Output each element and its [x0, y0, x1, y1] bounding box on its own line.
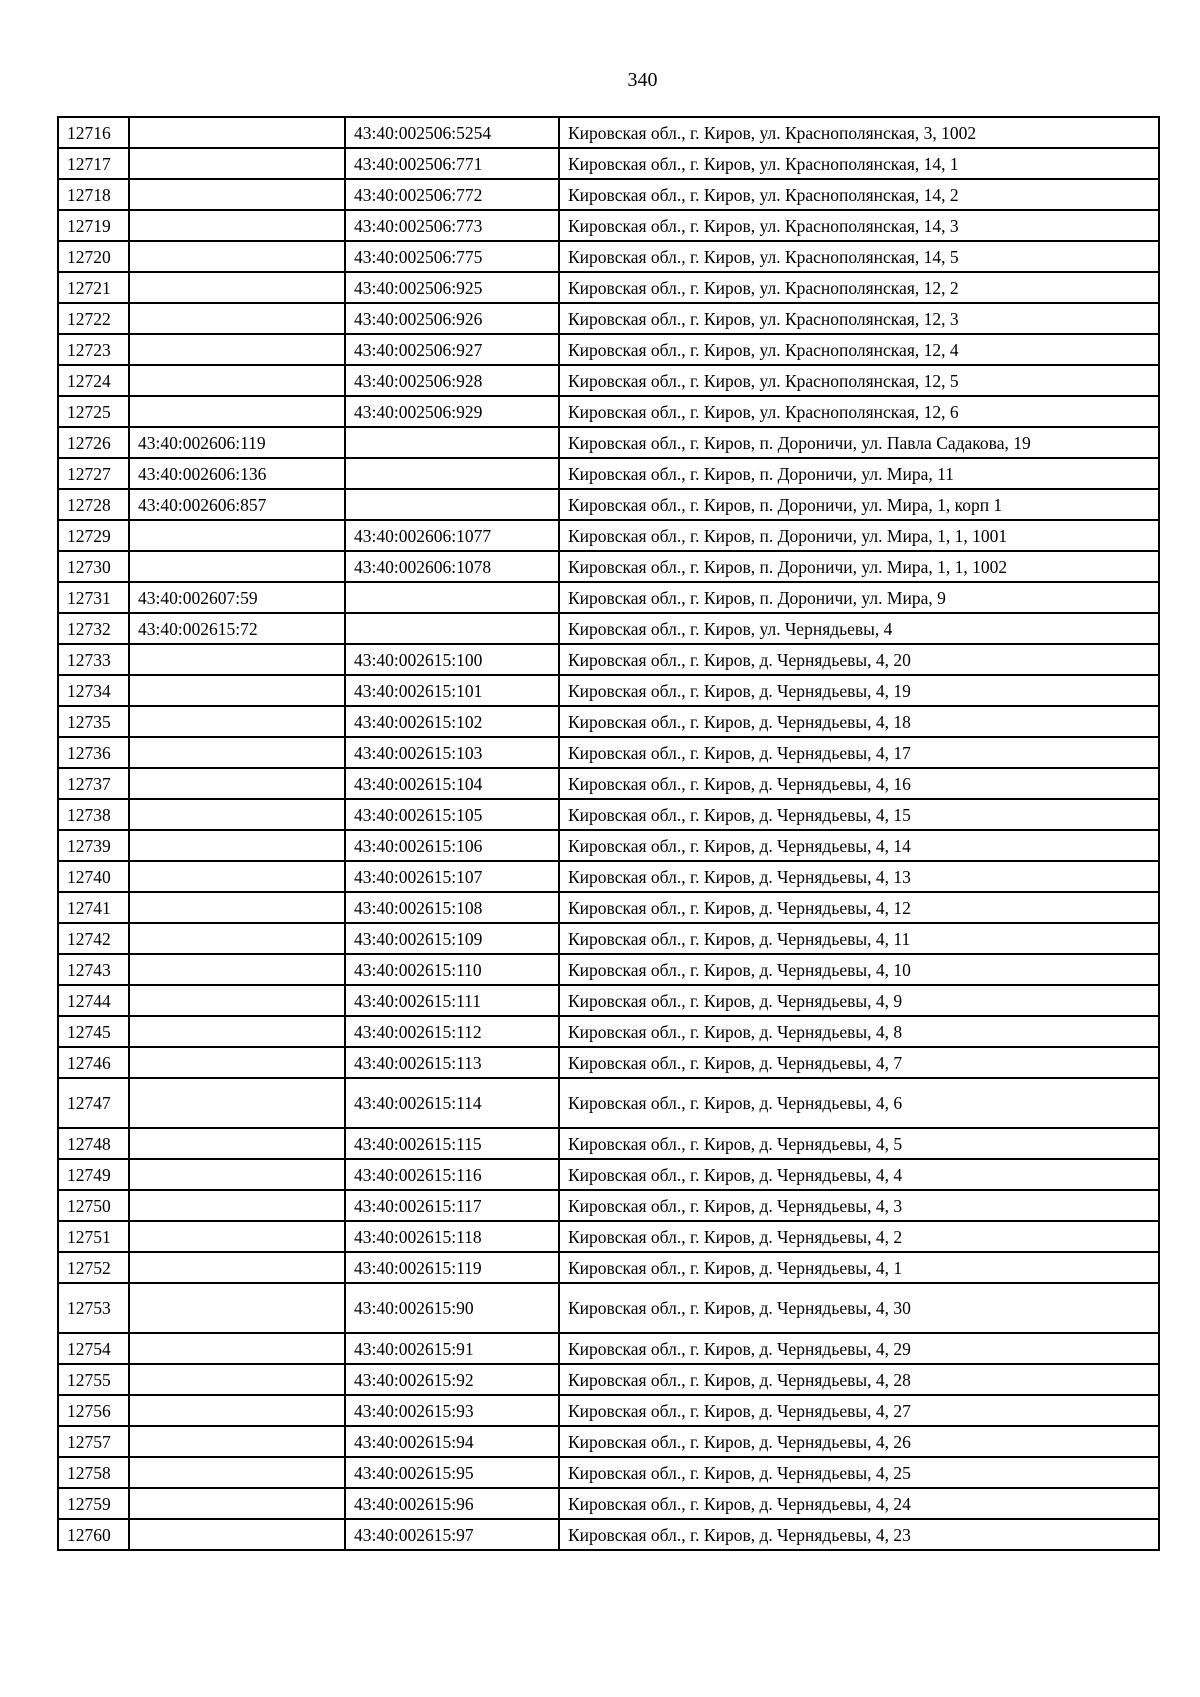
address-cell: Кировская обл., г. Киров, д. Чернядьевы, 4, 29 — [559, 1333, 1159, 1364]
row-number-cell: 12739 — [58, 830, 129, 861]
land-cadastral-number-cell — [129, 1519, 345, 1550]
land-cadastral-number-cell — [129, 117, 345, 148]
address-cell: Кировская обл., г. Киров, д. Чернядьевы, 4, 20 — [559, 644, 1159, 675]
building-cadastral-number-cell: 43:40:002506:928 — [345, 365, 559, 396]
address-cell: Кировская обл., г. Киров, д. Чернядьевы, 4, 19 — [559, 675, 1159, 706]
row-number-cell: 12729 — [58, 520, 129, 551]
table-row — [58, 1519, 1159, 1550]
table-row — [58, 179, 1159, 210]
building-cadastral-number-cell: 43:40:002506:926 — [345, 303, 559, 334]
building-cadastral-number-cell — [345, 582, 559, 613]
row-number-cell: 12734 — [58, 675, 129, 706]
land-cadastral-number-cell — [129, 954, 345, 985]
building-cadastral-number-cell — [345, 489, 559, 520]
land-cadastral-number-cell — [129, 210, 345, 241]
land-cadastral-number-cell — [129, 1221, 345, 1252]
row-number-cell: 12733 — [58, 644, 129, 675]
table-row — [58, 582, 1159, 613]
address-cell: Кировская обл., г. Киров, д. Чернядьевы, 4, 15 — [559, 799, 1159, 830]
table-row — [58, 1395, 1159, 1426]
address-cell: Кировская обл., г. Киров, п. Дороничи, ул. Павла Садакова, 19 — [559, 427, 1159, 458]
address-cell: Кировская обл., г. Киров, ул. Краснополянская, 14, 5 — [559, 241, 1159, 272]
row-number-cell: 12759 — [58, 1488, 129, 1519]
building-cadastral-number-cell: 43:40:002615:106 — [345, 830, 559, 861]
building-cadastral-number-cell — [345, 458, 559, 489]
address-cell: Кировская обл., г. Киров, д. Чернядьевы, 4, 8 — [559, 1016, 1159, 1047]
address-cell: Кировская обл., г. Киров, д. Чернядьевы, 4, 23 — [559, 1519, 1159, 1550]
row-number-cell: 12742 — [58, 923, 129, 954]
table-row — [58, 1457, 1159, 1488]
table-row — [58, 303, 1159, 334]
address-cell: Кировская обл., г. Киров, ул. Краснополянская, 3, 1002 — [559, 117, 1159, 148]
land-cadastral-number-cell — [129, 1457, 345, 1488]
land-cadastral-number-cell — [129, 1128, 345, 1159]
land-cadastral-number-cell — [129, 1252, 345, 1283]
row-number-cell: 12717 — [58, 148, 129, 179]
building-cadastral-number-cell: 43:40:002615:92 — [345, 1364, 559, 1395]
land-cadastral-number-cell — [129, 923, 345, 954]
building-cadastral-number-cell — [345, 427, 559, 458]
building-cadastral-number-cell: 43:40:002615:91 — [345, 1333, 559, 1364]
address-cell: Кировская обл., г. Киров, д. Чернядьевы, 4, 16 — [559, 768, 1159, 799]
building-cadastral-number-cell: 43:40:002615:110 — [345, 954, 559, 985]
building-cadastral-number-cell: 43:40:002615:107 — [345, 861, 559, 892]
building-cadastral-number-cell: 43:40:002615:118 — [345, 1221, 559, 1252]
table-row — [58, 1016, 1159, 1047]
row-number-cell: 12738 — [58, 799, 129, 830]
land-cadastral-number-cell — [129, 365, 345, 396]
row-number-cell: 12724 — [58, 365, 129, 396]
building-cadastral-number-cell: 43:40:002615:117 — [345, 1190, 559, 1221]
building-cadastral-number-cell: 43:40:002615:105 — [345, 799, 559, 830]
row-number-cell: 12756 — [58, 1395, 129, 1426]
address-cell: Кировская обл., г. Киров, д. Чернядьевы, 4, 9 — [559, 985, 1159, 1016]
address-cell: Кировская обл., г. Киров, ул. Краснополянская, 12, 5 — [559, 365, 1159, 396]
row-number-cell: 12750 — [58, 1190, 129, 1221]
row-number-cell: 12721 — [58, 272, 129, 303]
building-cadastral-number-cell: 43:40:002615:114 — [345, 1078, 559, 1128]
row-number-cell: 12730 — [58, 551, 129, 582]
table-row — [58, 458, 1159, 489]
building-cadastral-number-cell: 43:40:002615:109 — [345, 923, 559, 954]
table-row — [58, 489, 1159, 520]
address-cell: Кировская обл., г. Киров, д. Чернядьевы, 4, 25 — [559, 1457, 1159, 1488]
land-cadastral-number-cell — [129, 148, 345, 179]
table-row — [58, 613, 1159, 644]
address-cell: Кировская обл., г. Киров, д. Чернядьевы, 4, 10 — [559, 954, 1159, 985]
land-cadastral-number-cell — [129, 179, 345, 210]
row-number-cell: 12728 — [58, 489, 129, 520]
row-number-cell: 12720 — [58, 241, 129, 272]
table-row — [58, 923, 1159, 954]
table-row — [58, 985, 1159, 1016]
table-row — [58, 1364, 1159, 1395]
building-cadastral-number-cell: 43:40:002506:773 — [345, 210, 559, 241]
address-cell: Кировская обл., г. Киров, д. Чернядьевы, 4, 7 — [559, 1047, 1159, 1078]
address-cell: Кировская обл., г. Киров, ул. Чернядьевы, 4 — [559, 613, 1159, 644]
table-row — [58, 365, 1159, 396]
table-row — [58, 830, 1159, 861]
address-cell: Кировская обл., г. Киров, д. Чернядьевы, 4, 1 — [559, 1252, 1159, 1283]
table-row — [58, 644, 1159, 675]
land-cadastral-number-cell — [129, 551, 345, 582]
land-cadastral-number-cell — [129, 799, 345, 830]
table-row — [58, 737, 1159, 768]
table-row — [58, 1190, 1159, 1221]
row-number-cell: 12732 — [58, 613, 129, 644]
table-row — [58, 892, 1159, 923]
land-cadastral-number-cell — [129, 396, 345, 427]
row-number-cell: 12746 — [58, 1047, 129, 1078]
land-cadastral-number-cell — [129, 1190, 345, 1221]
row-number-cell: 12748 — [58, 1128, 129, 1159]
building-cadastral-number-cell: 43:40:002615:100 — [345, 644, 559, 675]
table-row — [58, 1128, 1159, 1159]
land-cadastral-number-cell — [129, 768, 345, 799]
address-cell: Кировская обл., г. Киров, д. Чернядьевы, 4, 13 — [559, 861, 1159, 892]
page-number: 340 — [627, 69, 658, 91]
building-cadastral-number-cell: 43:40:002615:93 — [345, 1395, 559, 1426]
row-number-cell: 12731 — [58, 582, 129, 613]
building-cadastral-number-cell: 43:40:002615:111 — [345, 985, 559, 1016]
row-number-cell: 12722 — [58, 303, 129, 334]
building-cadastral-number-cell: 43:40:002506:5254 — [345, 117, 559, 148]
address-cell: Кировская обл., г. Киров, д. Чернядьевы, 4, 27 — [559, 1395, 1159, 1426]
land-cadastral-number-cell — [129, 1078, 345, 1128]
row-number-cell: 12753 — [58, 1283, 129, 1333]
building-cadastral-number-cell: 43:40:002615:112 — [345, 1016, 559, 1047]
row-number-cell: 12740 — [58, 861, 129, 892]
row-number-cell: 12737 — [58, 768, 129, 799]
building-cadastral-number-cell: 43:40:002615:104 — [345, 768, 559, 799]
address-cell: Кировская обл., г. Киров, ул. Краснополянская, 12, 2 — [559, 272, 1159, 303]
row-number-cell: 12719 — [58, 210, 129, 241]
address-cell: Кировская обл., г. Киров, п. Дороничи, ул. Мира, 1, 1, 1001 — [559, 520, 1159, 551]
land-cadastral-number-cell — [129, 241, 345, 272]
address-cell: Кировская обл., г. Киров, д. Чернядьевы, 4, 2 — [559, 1221, 1159, 1252]
address-cell: Кировская обл., г. Киров, д. Чернядьевы, 4, 26 — [559, 1426, 1159, 1457]
building-cadastral-number-cell: 43:40:002615:90 — [345, 1283, 559, 1333]
land-cadastral-number-cell — [129, 892, 345, 923]
land-cadastral-number-cell — [129, 1016, 345, 1047]
table-row — [58, 799, 1159, 830]
row-number-cell: 12758 — [58, 1457, 129, 1488]
land-cadastral-number-cell: 43:40:002606:136 — [129, 458, 345, 489]
address-cell: Кировская обл., г. Киров, д. Чернядьевы, 4, 11 — [559, 923, 1159, 954]
building-cadastral-number-cell: 43:40:002506:929 — [345, 396, 559, 427]
row-number-cell: 12723 — [58, 334, 129, 365]
table-row — [58, 427, 1159, 458]
table-row — [58, 551, 1159, 582]
row-number-cell: 12744 — [58, 985, 129, 1016]
address-cell: Кировская обл., г. Киров, д. Чернядьевы, 4, 30 — [559, 1283, 1159, 1333]
row-number-cell: 12736 — [58, 737, 129, 768]
land-cadastral-number-cell — [129, 334, 345, 365]
table-row — [58, 768, 1159, 799]
land-cadastral-number-cell: 43:40:002607:59 — [129, 582, 345, 613]
table-row — [58, 520, 1159, 551]
address-cell: Кировская обл., г. Киров, д. Чернядьевы, 4, 4 — [559, 1159, 1159, 1190]
land-cadastral-number-cell — [129, 1395, 345, 1426]
row-number-cell: 12752 — [58, 1252, 129, 1283]
address-cell: Кировская обл., г. Киров, д. Чернядьевы, 4, 17 — [559, 737, 1159, 768]
row-number-cell: 12760 — [58, 1519, 129, 1550]
land-cadastral-number-cell: 43:40:002606:119 — [129, 427, 345, 458]
building-cadastral-number-cell: 43:40:002615:97 — [345, 1519, 559, 1550]
table-row — [58, 1078, 1159, 1128]
address-cell: Кировская обл., г. Киров, д. Чернядьевы, 4, 28 — [559, 1364, 1159, 1395]
table-row — [58, 954, 1159, 985]
row-number-cell: 12716 — [58, 117, 129, 148]
land-cadastral-number-cell — [129, 644, 345, 675]
building-cadastral-number-cell — [345, 613, 559, 644]
building-cadastral-number-cell: 43:40:002615:96 — [345, 1488, 559, 1519]
land-cadastral-number-cell — [129, 706, 345, 737]
address-cell: Кировская обл., г. Киров, ул. Краснополянская, 14, 2 — [559, 179, 1159, 210]
row-number-cell: 12735 — [58, 706, 129, 737]
table-row — [58, 117, 1159, 148]
address-cell: Кировская обл., г. Киров, п. Дороничи, ул. Мира, 1, 1, 1002 — [559, 551, 1159, 582]
address-cell: Кировская обл., г. Киров, д. Чернядьевы, 4, 12 — [559, 892, 1159, 923]
address-cell: Кировская обл., г. Киров, д. Чернядьевы, 4, 14 — [559, 830, 1159, 861]
building-cadastral-number-cell: 43:40:002506:925 — [345, 272, 559, 303]
table-row — [58, 1159, 1159, 1190]
table-row — [58, 334, 1159, 365]
building-cadastral-number-cell: 43:40:002506:927 — [345, 334, 559, 365]
address-cell: Кировская обл., г. Киров, д. Чернядьевы, 4, 18 — [559, 706, 1159, 737]
land-cadastral-number-cell: 43:40:002606:857 — [129, 489, 345, 520]
building-cadastral-number-cell: 43:40:002615:113 — [345, 1047, 559, 1078]
building-cadastral-number-cell: 43:40:002615:94 — [345, 1426, 559, 1457]
registry-table — [57, 116, 1160, 1551]
land-cadastral-number-cell — [129, 1283, 345, 1333]
land-cadastral-number-cell: 43:40:002615:72 — [129, 613, 345, 644]
row-number-cell: 12747 — [58, 1078, 129, 1128]
address-cell: Кировская обл., г. Киров, ул. Краснополянская, 12, 4 — [559, 334, 1159, 365]
building-cadastral-number-cell: 43:40:002615:101 — [345, 675, 559, 706]
row-number-cell: 12727 — [58, 458, 129, 489]
row-number-cell: 12754 — [58, 1333, 129, 1364]
address-cell: Кировская обл., г. Киров, д. Чернядьевы, 4, 5 — [559, 1128, 1159, 1159]
table-row — [58, 396, 1159, 427]
table-row — [58, 675, 1159, 706]
table-row — [58, 272, 1159, 303]
land-cadastral-number-cell — [129, 1159, 345, 1190]
table-row — [58, 861, 1159, 892]
table-row — [58, 241, 1159, 272]
address-cell: Кировская обл., г. Киров, д. Чернядьевы, 4, 24 — [559, 1488, 1159, 1519]
building-cadastral-number-cell: 43:40:002606:1078 — [345, 551, 559, 582]
table-row — [58, 1333, 1159, 1364]
table-row — [58, 1283, 1159, 1333]
land-cadastral-number-cell — [129, 272, 345, 303]
row-number-cell: 12725 — [58, 396, 129, 427]
building-cadastral-number-cell: 43:40:002615:95 — [345, 1457, 559, 1488]
row-number-cell: 12743 — [58, 954, 129, 985]
address-cell: Кировская обл., г. Киров, д. Чернядьевы, 4, 3 — [559, 1190, 1159, 1221]
building-cadastral-number-cell: 43:40:002615:103 — [345, 737, 559, 768]
building-cadastral-number-cell: 43:40:002506:775 — [345, 241, 559, 272]
building-cadastral-number-cell: 43:40:002615:115 — [345, 1128, 559, 1159]
land-cadastral-number-cell — [129, 1364, 345, 1395]
address-cell: Кировская обл., г. Киров, п. Дороничи, ул. Мира, 11 — [559, 458, 1159, 489]
land-cadastral-number-cell — [129, 985, 345, 1016]
table-row — [58, 1426, 1159, 1457]
building-cadastral-number-cell: 43:40:002506:772 — [345, 179, 559, 210]
address-cell: Кировская обл., г. Киров, д. Чернядьевы, 4, 6 — [559, 1078, 1159, 1128]
building-cadastral-number-cell: 43:40:002506:771 — [345, 148, 559, 179]
address-cell: Кировская обл., г. Киров, ул. Краснополянская, 12, 6 — [559, 396, 1159, 427]
address-cell: Кировская обл., г. Киров, ул. Краснополянская, 14, 1 — [559, 148, 1159, 179]
row-number-cell: 12755 — [58, 1364, 129, 1395]
table-row — [58, 706, 1159, 737]
row-number-cell: 12718 — [58, 179, 129, 210]
land-cadastral-number-cell — [129, 1426, 345, 1457]
land-cadastral-number-cell — [129, 861, 345, 892]
land-cadastral-number-cell — [129, 830, 345, 861]
table-row — [58, 1047, 1159, 1078]
row-number-cell: 12751 — [58, 1221, 129, 1252]
address-cell: Кировская обл., г. Киров, п. Дороничи, ул. Мира, 9 — [559, 582, 1159, 613]
registry-table-body — [58, 117, 1159, 1550]
land-cadastral-number-cell — [129, 1488, 345, 1519]
table-row — [58, 1252, 1159, 1283]
table-row — [58, 1488, 1159, 1519]
building-cadastral-number-cell: 43:40:002615:102 — [345, 706, 559, 737]
building-cadastral-number-cell: 43:40:002615:108 — [345, 892, 559, 923]
land-cadastral-number-cell — [129, 675, 345, 706]
land-cadastral-number-cell — [129, 1333, 345, 1364]
building-cadastral-number-cell: 43:40:002615:119 — [345, 1252, 559, 1283]
building-cadastral-number-cell: 43:40:002606:1077 — [345, 520, 559, 551]
row-number-cell: 12741 — [58, 892, 129, 923]
land-cadastral-number-cell — [129, 303, 345, 334]
land-cadastral-number-cell — [129, 737, 345, 768]
address-cell: Кировская обл., г. Киров, ул. Краснополянская, 14, 3 — [559, 210, 1159, 241]
table-row — [58, 1221, 1159, 1252]
address-cell: Кировская обл., г. Киров, п. Дороничи, ул. Мира, 1, корп 1 — [559, 489, 1159, 520]
table-row — [58, 148, 1159, 179]
row-number-cell: 12745 — [58, 1016, 129, 1047]
building-cadastral-number-cell: 43:40:002615:116 — [345, 1159, 559, 1190]
table-row — [58, 210, 1159, 241]
land-cadastral-number-cell — [129, 1047, 345, 1078]
land-cadastral-number-cell — [129, 520, 345, 551]
row-number-cell: 12757 — [58, 1426, 129, 1457]
row-number-cell: 12726 — [58, 427, 129, 458]
address-cell: Кировская обл., г. Киров, ул. Краснополянская, 12, 3 — [559, 303, 1159, 334]
row-number-cell: 12749 — [58, 1159, 129, 1190]
